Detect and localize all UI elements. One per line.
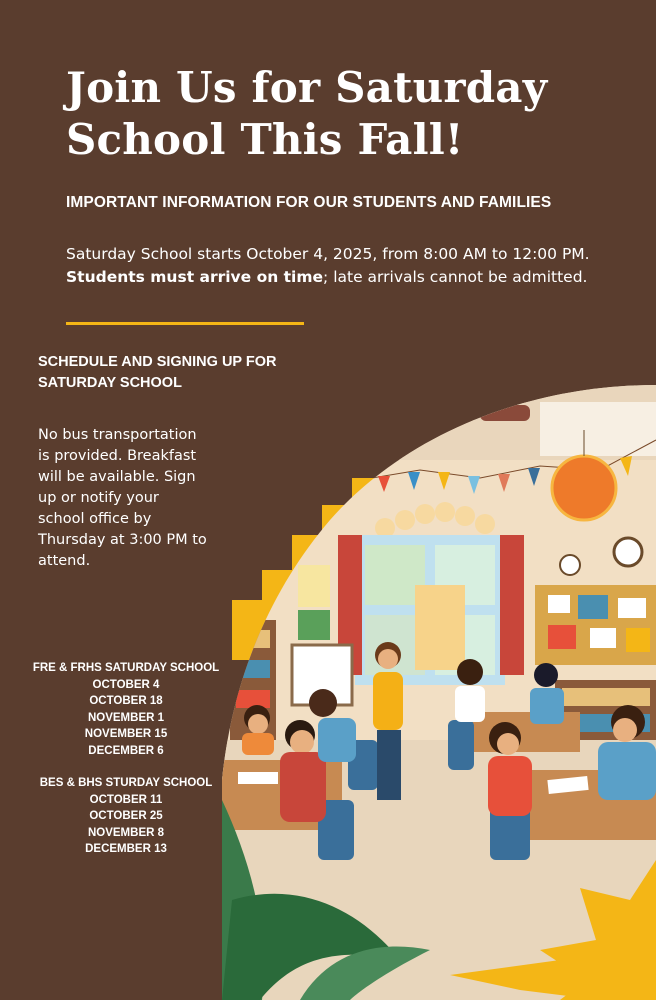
intro-text-1: Saturday School starts October 4, 2025, from 8:00 AM to 12:00 PM. [66, 245, 590, 263]
signup-note: No bus transportation is provided. Breakfast will be available. Sign up or notify your school office by Thursday at 3:00 PM to attend. [38, 427, 207, 569]
date-item: OCTOBER 11 [89, 793, 163, 806]
date-item: OCTOBER 25 [89, 810, 163, 822]
date-item: OCTOBER 18 [89, 695, 163, 707]
date-item: OCTOBER 4 [92, 678, 160, 691]
intro-paragraph [66, 243, 606, 289]
fre-frhs-schedule [10, 660, 242, 759]
divider [66, 322, 304, 325]
intro-text-2: ; late arrivals cannot be admitted. [323, 268, 588, 286]
date-item: DECEMBER 6 [88, 744, 164, 757]
schedule-heading: SCHEDULE AND SIGNING UP FOR SATURDAY SCHOOL [38, 354, 277, 391]
intro-bold-text: Students must arrive on time [66, 268, 324, 286]
info-subheading: IMPORTANT INFORMATION FOR OUR STUDENTS AND FAMILIES [66, 194, 552, 211]
date-item: NOVEMBER 15 [84, 728, 168, 740]
fre-frhs-heading: FRE & FRHS SATURDAY SCHOOL [32, 662, 220, 674]
date-item: DECEMBER 13 [85, 843, 167, 855]
bes-bhs-schedule [10, 775, 242, 858]
page-title: Join Us for Saturday School This Fall! [66, 63, 548, 164]
bes-bhs-heading: BES & BHS STURDAY SCHOOL [39, 777, 213, 789]
date-item: NOVEMBER 8 [87, 826, 165, 839]
date-item: NOVEMBER 1 [87, 711, 165, 724]
